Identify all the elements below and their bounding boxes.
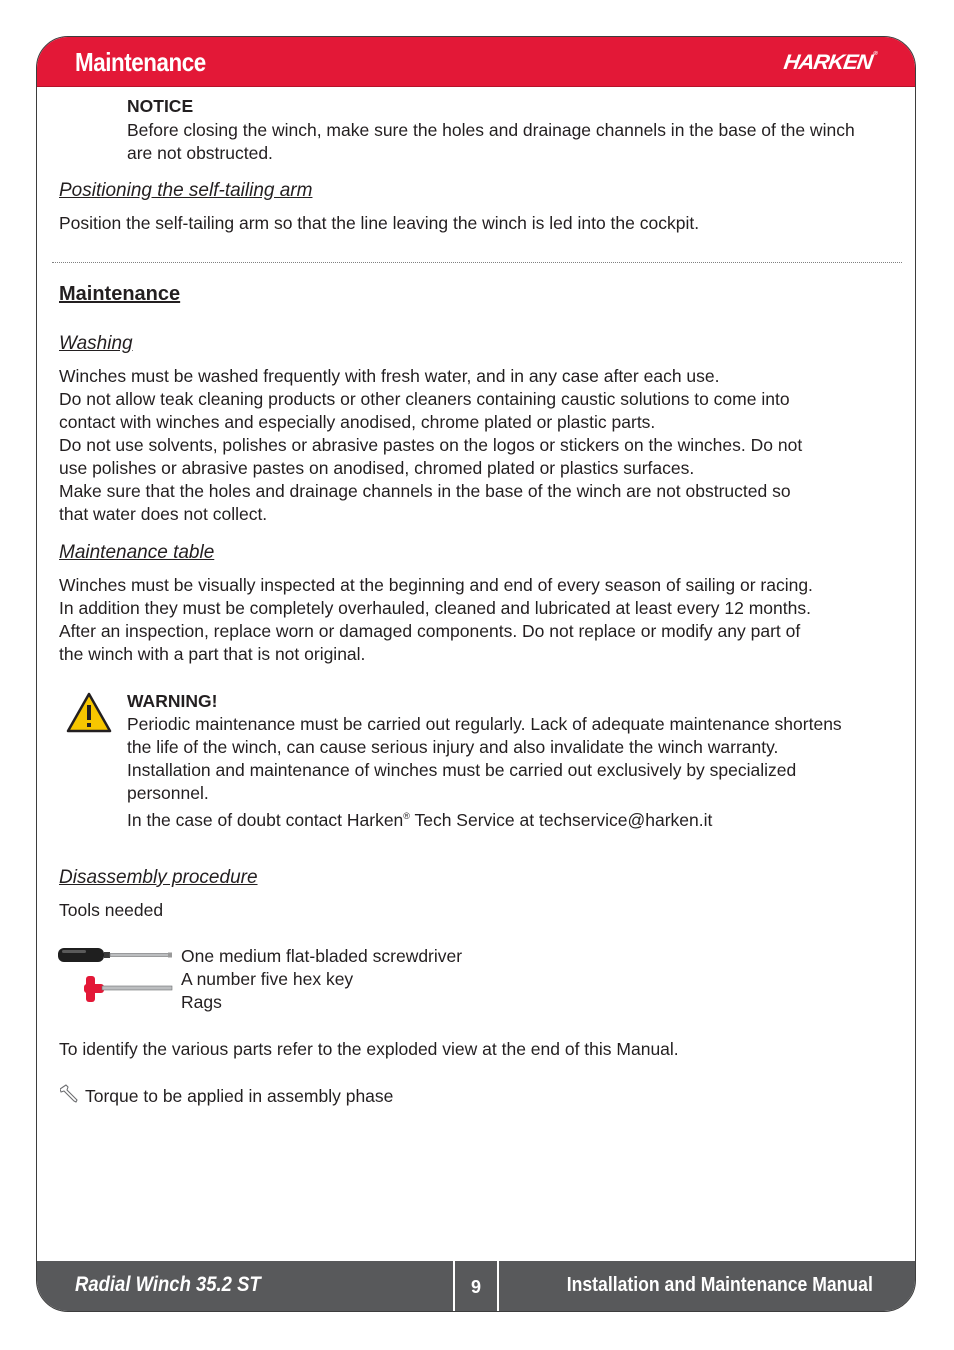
- maintenance-table-line: the winch with a part that is not original.: [59, 644, 366, 664]
- notice-line: are not obstructed.: [127, 143, 273, 163]
- tools-needed-label: Tools needed: [59, 900, 164, 920]
- harken-logo: [782, 51, 877, 75]
- footer-bar: [37, 1261, 915, 1311]
- washing-line: that water does not collect.: [59, 504, 268, 524]
- logo-text: HARKEN: [782, 51, 874, 74]
- warning-line: the life of the winch, can cause serious injury and also invalidate the winch warranty.: [127, 737, 779, 757]
- disassembly-heading: Disassembly procedure: [59, 867, 258, 888]
- tool-item: A number five hex key: [181, 969, 354, 989]
- footer-product: Radial Winch 35.2 ST: [75, 1273, 261, 1296]
- screwdriver-icon: [56, 944, 174, 966]
- warning-line: personnel.: [127, 783, 209, 803]
- warning-contact: [127, 805, 712, 832]
- footer-page-number: 9: [453, 1261, 499, 1311]
- maintenance-table-heading: Maintenance table: [59, 542, 215, 563]
- wrench-icon: [60, 1084, 80, 1104]
- notice-title: NOTICE: [127, 96, 194, 116]
- washing-line: Do not allow teak cleaning products or other cleaners containing caustic solutions to come into: [59, 389, 790, 409]
- warning-contact-post: Tech Service at techservice@harken.it: [409, 809, 713, 830]
- identify-parts-text: To identify the various parts refer to the exploded view at the end of this Manual.: [59, 1039, 679, 1059]
- maintenance-table-line: After an inspection, replace worn or damaged components. Do not replace or modify any part of: [59, 621, 801, 641]
- washing-line: Make sure that the holes and drainage channels in the base of the winch are not obstructed so: [59, 481, 791, 501]
- torque-text: Torque to be applied in assembly phase: [85, 1086, 394, 1106]
- washing-line: Do not use solvents, polishes or abrasive pastes on the logos or stickers on the winches. Do not: [59, 435, 803, 455]
- header-title: Maintenance: [75, 47, 206, 77]
- notice-line: Before closing the winch, make sure the holes and drainage channels in the base of the winch: [127, 120, 855, 140]
- washing-heading: Washing: [59, 333, 133, 354]
- warning-title: WARNING!: [127, 691, 218, 711]
- positioning-text: Position the self-tailing arm so that the line leaving the winch is led into the cockpit.: [59, 213, 700, 233]
- footer-manual-title: Installation and Maintenance Manual: [566, 1274, 873, 1296]
- logo-registered-mark: ®: [872, 51, 877, 57]
- positioning-heading: Positioning the self-tailing arm: [59, 180, 313, 201]
- maintenance-table-line: Winches must be visually inspected at the beginning and end of every season of sailing or racing.: [59, 575, 813, 595]
- washing-line: contact with winches and especially anodised, chrome plated or plastic parts.: [59, 412, 656, 432]
- warning-triangle-icon: [66, 692, 112, 734]
- washing-line: use polishes or abrasive pastes on anodised, chromed plated or plastics surfaces.: [59, 458, 695, 478]
- maintenance-table-line: In addition they must be completely overhauled, cleaned and lubricated at least every 12 months.: [59, 598, 811, 618]
- washing-line: Winches must be washed frequently with fresh water, and in any case after each use.: [59, 366, 720, 386]
- maintenance-heading: Maintenance: [59, 283, 181, 305]
- tool-item: One medium flat-bladed screwdriver: [181, 946, 463, 966]
- registered-mark: ®: [403, 811, 410, 821]
- warning-contact-pre: In the case of doubt contact Harken: [127, 809, 404, 830]
- warning-line: Installation and maintenance of winches must be carried out exclusively by specialized: [127, 760, 797, 780]
- header-bar: [37, 37, 915, 87]
- hex-key-icon: [82, 974, 174, 1006]
- tool-item: Rags: [181, 992, 222, 1012]
- warning-line: Periodic maintenance must be carried out regularly. Lack of adequate maintenance shortens: [127, 714, 842, 734]
- section-divider: [52, 262, 902, 263]
